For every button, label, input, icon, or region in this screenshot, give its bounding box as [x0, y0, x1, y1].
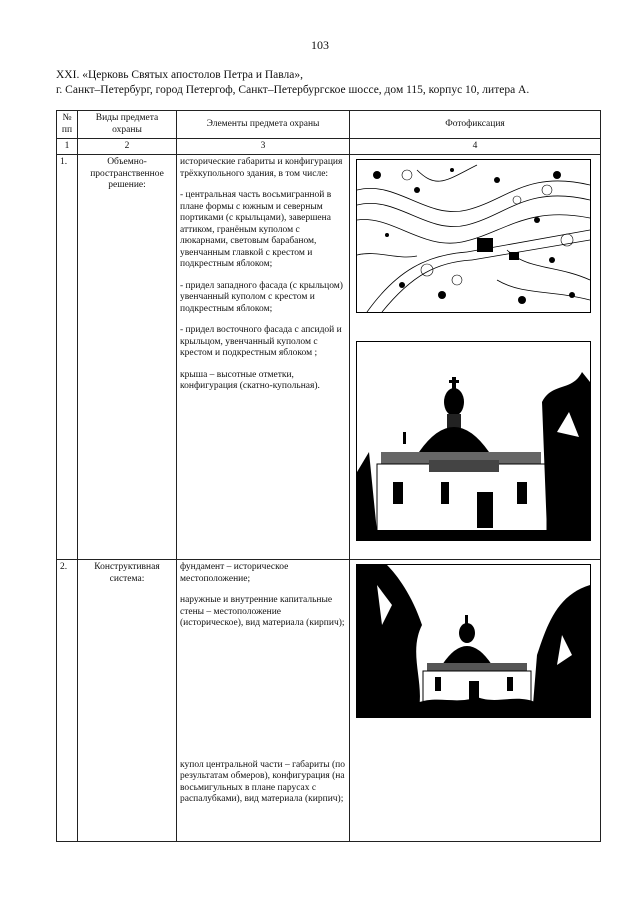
element-text: фундамент – историческое местоположение; [180, 562, 289, 584]
church-north-photo [356, 341, 591, 541]
col-number-2: 2 [78, 139, 177, 155]
element-text: крыша – высотные отметки, конфигурация (скатно-купольная). [180, 369, 320, 391]
element-text: наружные и внутренние капитальные стены – местоположение (историческое), вид материала (кирпич); [180, 595, 345, 628]
site-map-image [356, 159, 591, 313]
page-number: 103 [311, 38, 329, 52]
header-elements: Элементы предмета охраны [177, 111, 350, 139]
document-heading [56, 68, 616, 98]
element-text: - центральная часть восьмигранной в плане формы с южным и северным портиками (с крыльцами), завершена аттиком, гранёным куполом с люкарнами, световым барабаном, увенчанным главкой с крестом и подкрестным яблоком; [180, 190, 332, 269]
row-photos [350, 155, 601, 560]
header-type: Виды предмета охраны [78, 111, 177, 139]
element-text: - придел западного фасада (с крыльцом) увенчанный куполом с крестом и подкрестным яблоком; [180, 280, 343, 314]
header-row [57, 111, 601, 139]
col-number-4: 4 [350, 139, 601, 155]
header-number: № пп [57, 111, 78, 139]
element-text: исторические габариты и конфигурация трёхкупольного здания, в том числе: [180, 157, 343, 179]
row-number: 2. [57, 560, 78, 842]
row-elements [177, 155, 350, 560]
row-photos [350, 560, 601, 842]
protection-table [56, 110, 601, 842]
heading-title: XXI. «Церковь Святых апостолов Петра и Павла», [56, 69, 304, 81]
col-number-1: 1 [57, 139, 78, 155]
row-elements [177, 560, 350, 842]
table-row [57, 155, 601, 560]
row-type: Конструктивная система: [78, 560, 177, 842]
row-number: 1. [57, 155, 78, 560]
col-number-3: 3 [177, 139, 350, 155]
element-text: - придел восточного фасада с апсидой и крыльцом, увенчанный куполом с крестом и подкрестным яблоком ; [180, 325, 342, 358]
table-row [57, 560, 601, 842]
element-text: купол центральной части – габариты (по результатам обмеров), конфигурация (на восьмигульных в плане парусах с распалубками), вид материала (кирпич); [180, 759, 345, 804]
heading-address: г. Санкт–Петербург, город Петергоф, Санкт–Петербургское шоссе, дом 115, корпус 10, литера А. [56, 84, 530, 96]
row-type: Объемно-пространственное решение: [78, 155, 177, 560]
church-garden-photo [356, 564, 591, 718]
header-photo: Фотофиксация [350, 111, 601, 139]
column-number-row [57, 139, 601, 155]
